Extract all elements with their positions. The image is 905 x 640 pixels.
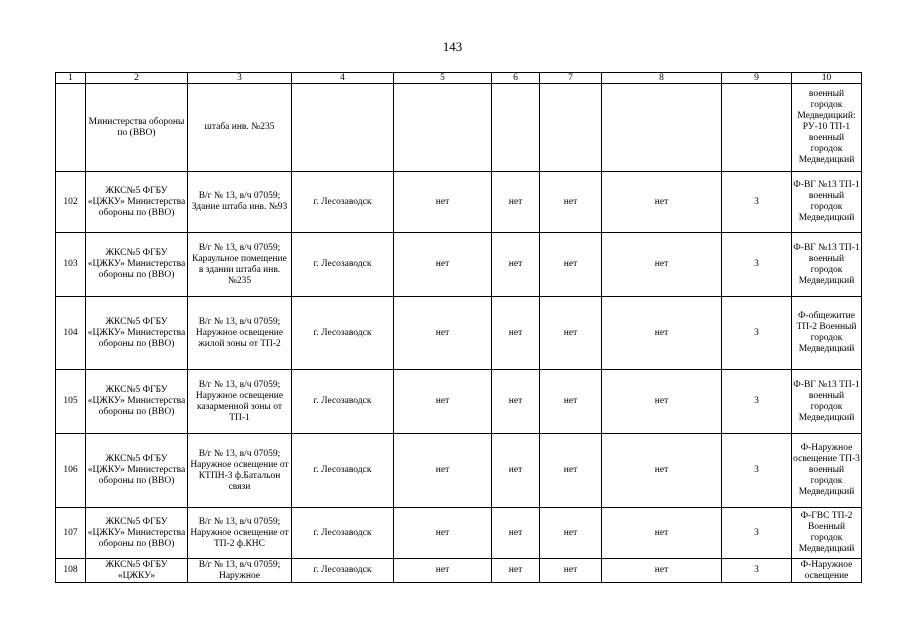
col-header-5: 5 (394, 73, 492, 84)
page-number: 143 (442, 39, 463, 54)
cell-city: г. Лесозаводск (292, 508, 394, 559)
col-header-6: 6 (492, 73, 540, 84)
cell-col6: нет (492, 434, 540, 508)
cell-col5: нет (394, 233, 492, 297)
cell-city: г. Лесозаводск (292, 297, 394, 370)
cell-col6: нет (492, 297, 540, 370)
register-table (55, 72, 862, 583)
cell-col7 (540, 84, 602, 172)
col-header-9: 9 (722, 73, 792, 84)
cell-num: 104 (56, 297, 86, 370)
cell-object: В/г № 13, в/ч 07059; Наружное освещение от КТПН-3 ф.Батальон связи (188, 434, 292, 508)
table-row (56, 434, 862, 508)
cell-col8 (602, 84, 722, 172)
table-row (56, 559, 862, 583)
cell-col9: 3 (722, 233, 792, 297)
cell-object: В/г № 13, в/ч 07059; Наружное освещение жилой зоны от ТП-2 (188, 297, 292, 370)
cell-col9: 3 (722, 559, 792, 583)
cell-col8: нет (602, 559, 722, 583)
cell-feeder: Ф-ВГ №13 ТП-1 военный городок Медведицкий (792, 370, 862, 434)
col-header-1: 1 (56, 73, 86, 84)
cell-city: г. Лесозаводск (292, 434, 394, 508)
cell-organization: ЖКС№5 ФГБУ «ЦЖКУ» Министерства обороны по (ВВО) (86, 172, 188, 233)
cell-city: г. Лесозаводск (292, 370, 394, 434)
cell-col7: нет (540, 172, 602, 233)
col-header-7: 7 (540, 73, 602, 84)
cell-col8: нет (602, 508, 722, 559)
cell-col9: 3 (722, 172, 792, 233)
table-row-continued (56, 84, 862, 172)
cell-col8: нет (602, 172, 722, 233)
cell-num: 106 (56, 434, 86, 508)
cell-city: г. Лесозаводск (292, 559, 394, 583)
cell-col7: нет (540, 508, 602, 559)
cell-num: 103 (56, 233, 86, 297)
cell-organization: ЖКС№5 ФГБУ «ЦЖКУ» Министерства обороны по (ВВО) (86, 297, 188, 370)
cell-num: 105 (56, 370, 86, 434)
cell-organization: ЖКС№5 ФГБУ «ЦЖКУ» (86, 559, 188, 583)
cell-col9: 3 (722, 370, 792, 434)
cell-object: штаба инв. №235 (188, 84, 292, 172)
cell-col8: нет (602, 233, 722, 297)
cell-object: В/г № 13, в/ч 07059; Наружное освещение от ТП-2 ф.КНС (188, 508, 292, 559)
cell-col9: 3 (722, 434, 792, 508)
cell-feeder: Ф-Наружное освещение ТП-3 военный городок Медведицкий (792, 434, 862, 508)
cell-col5: нет (394, 434, 492, 508)
cell-city: г. Лесозаводск (292, 172, 394, 233)
cell-col7: нет (540, 370, 602, 434)
cell-num: 107 (56, 508, 86, 559)
cell-num: 108 (56, 559, 86, 583)
cell-col6: нет (492, 559, 540, 583)
cell-col5: нет (394, 559, 492, 583)
cell-col8: нет (602, 370, 722, 434)
cell-feeder: Ф-Наружное освещение (792, 559, 862, 583)
cell-num (56, 84, 86, 172)
col-header-2: 2 (86, 73, 188, 84)
cell-organization: ЖКС№5 ФГБУ «ЦЖКУ» Министерства обороны по (ВВО) (86, 233, 188, 297)
cell-object: В/г № 13, в/ч 07059; Наружное (188, 559, 292, 583)
cell-col8: нет (602, 434, 722, 508)
col-header-3: 3 (188, 73, 292, 84)
col-header-8: 8 (602, 73, 722, 84)
cell-feeder: Ф-ГВС ТП-2 Военный городок Медведицкий (792, 508, 862, 559)
table-row (56, 508, 862, 559)
cell-col5: нет (394, 297, 492, 370)
cell-feeder: Ф-ВГ №13 ТП-1 военный городок Медведицкий (792, 172, 862, 233)
cell-city (292, 84, 394, 172)
cell-object: В/г № 13, в/ч 07059; Наружное освещение казарменной зоны от ТП-1 (188, 370, 292, 434)
cell-col5: нет (394, 172, 492, 233)
cell-col7: нет (540, 434, 602, 508)
table-row (56, 233, 862, 297)
cell-object: В/г № 13, в/ч 07059; Здание штаба инв. №93 (188, 172, 292, 233)
cell-col8: нет (602, 297, 722, 370)
cell-feeder: военный городок Медведицкий: РУ-10 ТП-1 военный городок Медведицкий (792, 84, 862, 172)
cell-col5: нет (394, 370, 492, 434)
cell-col5: нет (394, 508, 492, 559)
col-header-10: 10 (792, 73, 862, 84)
cell-organization: ЖКС№5 ФГБУ «ЦЖКУ» Министерства обороны по (ВВО) (86, 434, 188, 508)
cell-num: 102 (56, 172, 86, 233)
cell-col7: нет (540, 559, 602, 583)
cell-col6 (492, 84, 540, 172)
table-row (56, 172, 862, 233)
cell-organization: ЖКС№5 ФГБУ «ЦЖКУ» Министерства обороны по (ВВО) (86, 370, 188, 434)
cell-col9 (722, 84, 792, 172)
cell-col6: нет (492, 233, 540, 297)
cell-col7: нет (540, 233, 602, 297)
col-header-4: 4 (292, 73, 394, 84)
cell-object: В/г № 13, в/ч 07059; Караульное помещение в здании штаба инв. №235 (188, 233, 292, 297)
table-row (56, 370, 862, 434)
cell-col9: 3 (722, 297, 792, 370)
cell-col6: нет (492, 370, 540, 434)
cell-organization: Министерства обороны по (ВВО) (86, 84, 188, 172)
header-row (56, 73, 862, 84)
cell-col6: нет (492, 508, 540, 559)
cell-col7: нет (540, 297, 602, 370)
cell-col5 (394, 84, 492, 172)
cell-feeder: Ф-общежитие ТП-2 Военный городок Медведицкий (792, 297, 862, 370)
cell-feeder: Ф-ВГ №13 ТП-1 военный городок Медведицкий (792, 233, 862, 297)
cell-city: г. Лесозаводск (292, 233, 394, 297)
cell-organization: ЖКС№5 ФГБУ «ЦЖКУ» Министерства обороны по (ВВО) (86, 508, 188, 559)
table-row (56, 297, 862, 370)
cell-col9: 3 (722, 508, 792, 559)
cell-col6: нет (492, 172, 540, 233)
